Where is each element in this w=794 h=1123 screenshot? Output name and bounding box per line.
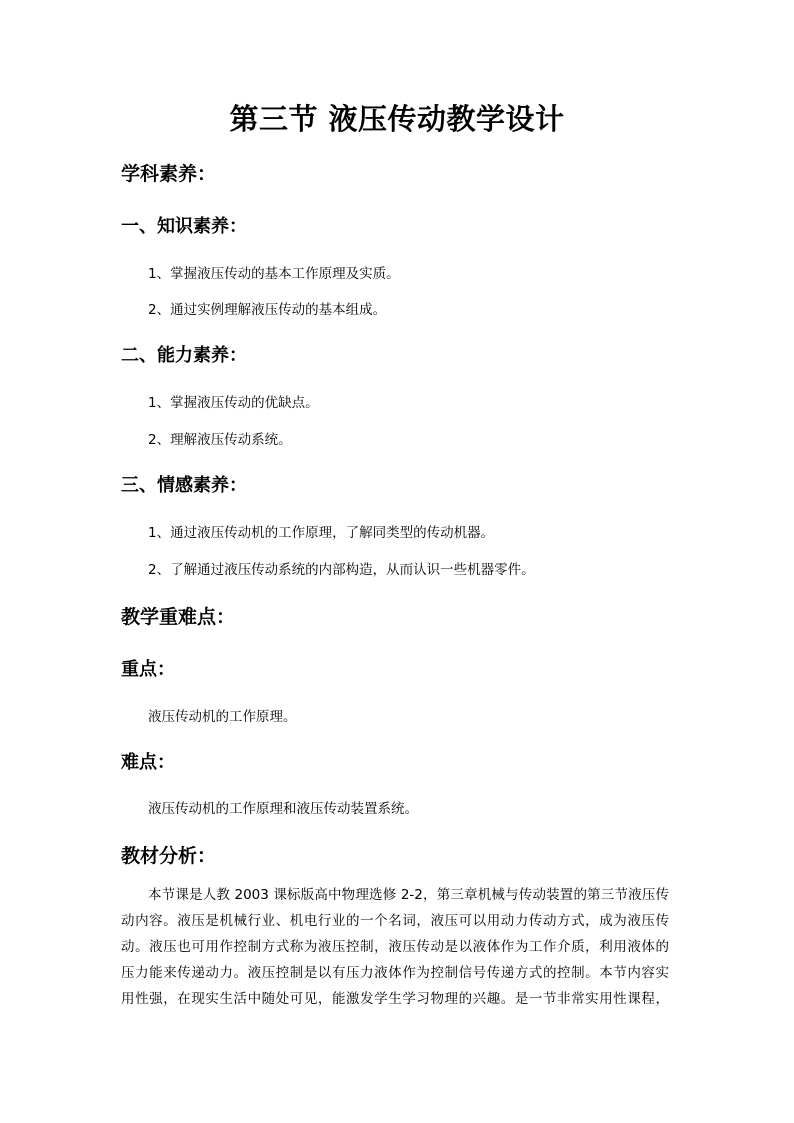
section-heading-key-point: 重点： xyxy=(121,659,175,680)
section-heading-ability: 二、能力素养： xyxy=(121,345,247,366)
list-item: 1、掌握液压传动的基本工作原理及实质。 xyxy=(148,266,400,282)
section-heading-emotion: 三、情感素养： xyxy=(121,475,247,496)
section-heading-key-difficult: 教学重难点： xyxy=(121,606,236,628)
key-point-text: 液压传动机的工作原理。 xyxy=(148,709,297,725)
page-title: 第三节 液压传动教学设计 xyxy=(229,102,565,136)
list-item: 1、通过液压传动机的工作原理，了解同类型的传动机器。 xyxy=(148,525,495,541)
paragraph-line: 本节课是人教 2003 课标版高中物理选修 2-2，第三章机械与传动装置的第三节液压传 xyxy=(148,887,669,903)
paragraph-line: 用性强，在现实生活中随处可见，能激发学生学习物理的兴趣。是一节非常实用性课程， xyxy=(121,991,669,1007)
paragraph-line: 动内容。液压是机械行业、机电行业的一个名词，液压可以用动力传动方式，成为液压传 xyxy=(121,913,669,929)
list-item: 1、掌握液压传动的优缺点。 xyxy=(148,395,319,411)
list-item: 2、通过实例理解液压传动的基本组成。 xyxy=(148,302,387,318)
section-heading-literacy: 学科素养： xyxy=(121,163,217,185)
paragraph-line: 动。液压也可用作控制方式称为液压控制，液压传动是以液体作为工作介质，利用液体的 xyxy=(121,939,669,955)
list-item: 2、理解液压传动系统。 xyxy=(148,432,292,448)
paragraph-line: 压力能来传递动力。液压控制是以有压力液体作为控制信号传递方式的控制。本节内容实 xyxy=(121,965,669,981)
section-heading-difficult-point: 难点： xyxy=(121,752,175,773)
list-item: 2、了解通过液压传动系统的内部构造，从而认识一些机器零件。 xyxy=(148,562,535,578)
difficult-point-text: 液压传动机的工作原理和液压传动装置系统。 xyxy=(148,801,418,817)
textbook-analysis-paragraph xyxy=(121,882,669,1012)
section-heading-textbook-analysis: 教材分析： xyxy=(121,845,217,867)
section-heading-knowledge: 一、知识素养： xyxy=(121,216,247,237)
